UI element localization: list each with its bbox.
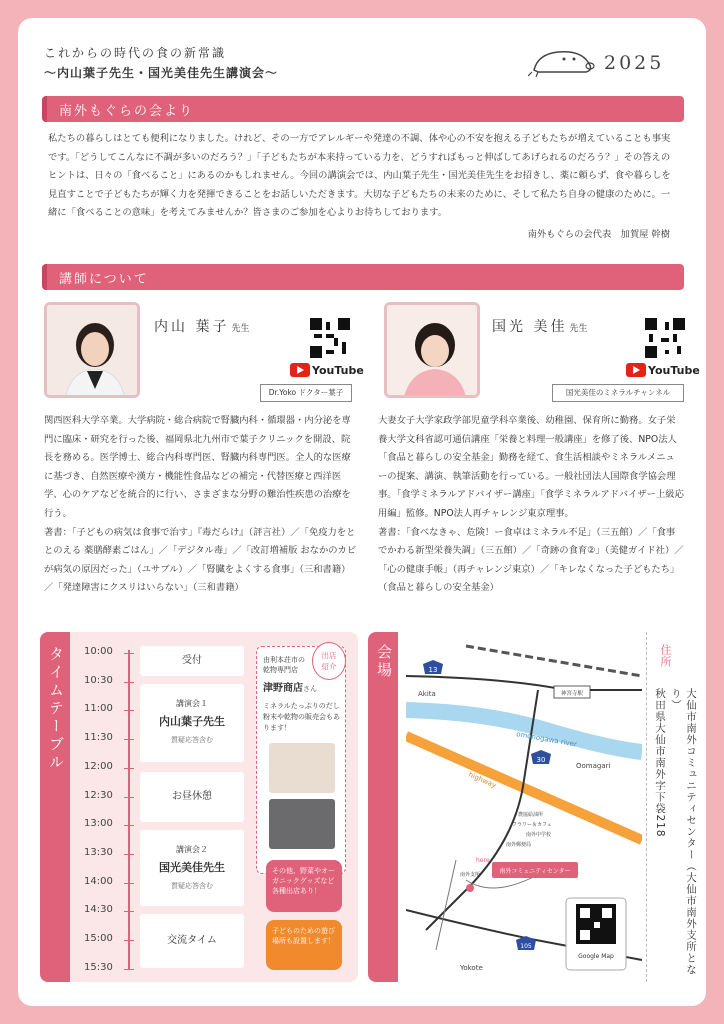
time-label: 13:30 [84,846,113,858]
timeline-tick [124,825,134,826]
intro-signature: 南外もぐらの会代表 加賀屋 幹樹 [527,229,670,240]
google-map-label: Google Map [578,953,614,960]
timeline-tick [124,940,134,941]
map-label-cafe: フラワー＆カフェ [512,822,552,828]
vendor-bubble-1: その他、野菜やオーガニックグッズなど各種出店あり！ [266,860,342,912]
timeline-tick [124,969,134,970]
speaker1-honorific: 先生 [231,324,250,334]
vendor-photo-1 [269,743,335,793]
map-label-river: omonogawa river [515,730,578,749]
vendor-subtitle-1: 由利本荘市の [263,656,305,664]
time-label: 14:30 [84,904,113,916]
timeline-tick [124,854,134,855]
vendor-desc: ミネラルたっぷりのだし粉末や乾物の販売会もあります！ [263,702,340,732]
intro-section-bar [42,96,684,122]
speaker2-photo [384,302,480,398]
timetable-label: タイムテーブル [47,646,65,772]
speaker1-youtube-logo[interactable] [290,362,364,378]
speaker2-books: 著書：「食べなきゃ、危険！ー食卓はミネラル不足」（三五館）／「食事でかわる新型栄養失調」（三五館）／「奇跡の食育②」（美健ガイド社）／「心の健康手帳」（再チャレンジ東京）／「キレなくなった子どもたち」（食品と暮らしの安全基金） [378,526,684,594]
vendor-shop-suffix: さん [303,685,317,693]
speaker1-books: 著書：「子どもの病気は食事で治す」『毒だらけ』（評言社）／「免疫力をととのえる 薬膳酵素ごはん」／「デジタル毒」／「改訂増補版 おなかのカビが病気の原因だった」（ユサブル）／「腎臓をよくする食事」（三和書籍）／「発達障害にクスリはいらない」（三和書籍） [44,526,357,594]
map-label-yokote: Yokote [460,964,483,972]
speakers-section-bar [42,264,684,290]
address-text: 秋田県大仙市南外字下袋218 [654,688,666,838]
timeline-tick [124,911,134,912]
intro-section-title: 南外もぐらの会より [59,104,195,119]
speaker2-bio [378,412,684,598]
time-label: 10:00 [84,646,113,657]
qr-code-icon[interactable] [645,318,685,358]
timeline-line [128,650,130,970]
intro-body: 私たちの暮らしはとても便利になりました。けれど、その一方でアレルギーや発達の不調、体や心の不安を抱える子どもたちが増えていることも事実です。「どうしてこんなに不調が多いのだろう？」「子どもたちが本来持っている力を、どうすればもっと伸ばしてあげられるのだろう？」その答えのヒントは、日々の「食べること」にあるのかもしれません。今回の講演会では、内山葉子先生・国光美佳先生をお招きし、薬に頼らず、食や暮らしを見直すことで子どもたちが輝く力を発揮できることをお話しいただきます。大切な子どもたちの未来のために、そして私たち自身の健康のために。一緒に「食べることの意味」を考えてみませんか？皆さまのご参加を心よりお待ちしております。 [48,133,671,218]
slot-lunch-label: お昼休憩 [172,791,212,802]
time-label: 13:00 [84,818,113,830]
timeline-tick [124,883,134,884]
talk2-note: 質疑応答含む [171,882,213,890]
vendor-bubble-2: 子どものための遊び場所も設置します！ [266,920,342,970]
talk1-note: 質疑応答含む [171,736,213,744]
vendor-subtitle-2: 乾物専門店 [263,666,298,674]
venue-label: 会場 [375,644,393,680]
header-line1: これからの時代の食の新常識 [44,46,227,60]
map-label-school: 南外中学校 [526,832,552,838]
map-label-highway: highway [467,770,498,790]
address-facility: 大仙市南外コミュニティセンター（大仙市南外支所となり） [670,688,697,976]
map-label-here: here [476,857,490,864]
speaker1-name [154,316,249,336]
map-label-gas: 農協給油所 [518,812,544,818]
talk1-name: 内山葉子先生 [159,715,225,728]
time-label: 15:00 [84,933,113,944]
speaker1-bio [44,412,358,598]
qr-code-icon[interactable] [310,318,350,358]
vendor-shop-name: 津野商店 [263,683,303,694]
route-13-label: 13 [428,666,438,674]
time-label: 11:00 [84,703,113,715]
slot-talk2 [140,830,244,906]
slot-networking [140,914,244,968]
vendor-tag [312,642,346,680]
map-label-shop: 南外支所 [460,872,481,878]
slot-talk1 [140,684,244,762]
speaker1-bio-text: 関西医科大学卒業。大学病院・総合病院で腎臓内科・循環器・内分泌を専門に臨床・研究を行った後、福岡県北九州市で葉子クリニックを開設、院長を務める。医学博士、総合内科専門医、腎臓内科専門医。全人的な医療に基づき、自然医療や漢方・機能性食品などの補完・代替医療と西洋医学、心のケアなどを統合的に行い、さまざまな分野の難治性疾患の治療を行う。 [44,415,351,519]
mole-logo-icon [528,44,598,80]
venue-side [368,632,398,982]
slot-lunch [140,772,244,822]
map-label-omagari: Oomagari [576,762,611,770]
timetable-side [40,632,70,982]
talk1-label: 講演会１ [176,699,208,708]
timeline-tick [124,797,134,798]
vendor-tag-1: 出店 [321,651,337,660]
slot-networking-label: 交流タイム [167,935,217,946]
map-label-bank: 南外郵便局 [506,842,532,848]
address-label: 住所 [659,644,672,668]
vendor-shop [263,679,317,694]
time-label: 10:30 [84,674,113,686]
slot-reception-label: 受付 [182,655,202,666]
speaker2-name [492,316,587,336]
vendor-tag-2: 紹介 [321,662,337,671]
venue-map[interactable] [406,640,642,976]
map-label-station: 神宮寺駅 [560,691,584,697]
timeline-tick [124,768,134,769]
slot-reception [140,646,244,676]
event-year: 2025 [604,52,665,74]
youtube-play-icon [290,363,310,377]
address-box [646,632,696,982]
speaker1-youtube-word: YouTube [312,363,364,377]
header-line2: 〜内山葉子先生・国光美佳先生講演会〜 [44,66,279,80]
speaker2-youtube-logo[interactable] [626,362,700,378]
speakers-section-title: 講師について [59,272,149,287]
map-label-akita: Akita [418,690,436,698]
route-30-label: 30 [536,756,546,764]
speaker2-bio-text: 大妻女子大学家政学部児童学科卒業後、幼稚園、保育所に勤務。女子栄養大学文科省認可通信講座「栄養と料理一般講座」を修了後、NPO法人「食品と暮らしの安全基金」勤務を経て、食生活相談やミネラルメニューの提案、講演、執筆活動を行っている。一般社団法人国際食学協会理事。「食学ミネラルアドバイザー講座」「食学ミネラルアドバイザー上級応用編」監修。NPO法人再チャレンジ東京理事。 [378,415,684,519]
time-label: 12:30 [84,789,113,801]
time-label: 11:30 [84,732,113,744]
talk2-label: 講演会２ [176,845,208,854]
speaker2-name-text: 国光 美佳 [492,319,568,335]
speaker2-youtube-word: YouTube [648,363,700,377]
vendor-subtitle [263,655,305,675]
speaker1-channel: Dr.Yoko ドクター葉子 [260,384,352,402]
speaker1-name-text: 内山 葉子 [154,319,230,335]
talk2-name: 国光美佳先生 [159,861,225,874]
map-label-center: 南外コミュニティセンター [499,868,571,875]
time-label: 12:00 [84,760,113,772]
speaker1-photo [44,302,140,398]
vendor-card [256,646,346,874]
speaker2-channel: 国光美佳のミネラルチャンネル [552,384,684,402]
route-105-label: 105 [520,943,532,950]
time-label: 14:00 [84,875,113,887]
timeline-tick [124,653,134,654]
vendor-photo-2 [269,799,335,849]
timeline-tick [124,710,134,711]
venue-pin-icon [466,884,474,892]
timeline-tick [124,739,134,740]
timeline-tick [124,682,134,683]
speaker2-honorific: 先生 [569,324,588,334]
time-label: 15:30 [84,961,113,973]
youtube-play-icon [626,363,646,377]
